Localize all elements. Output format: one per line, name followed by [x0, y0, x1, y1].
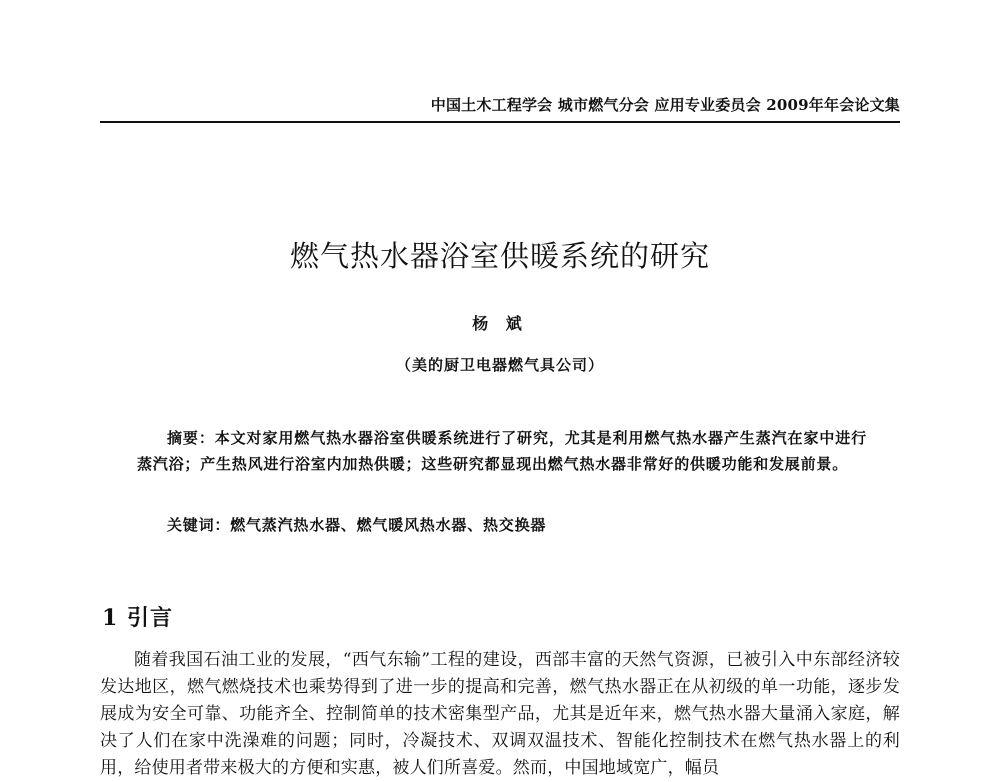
author-affiliation: （美的厨卫电器燃气具公司）	[395, 356, 604, 374]
section-body: 随着我国石油工业的发展，“西气东输”工程的建设，西部丰富的天然气资源，已被引入中东部经济较发达地区，燃气燃烧技术也乘势得到了进一步的提高和完善，燃气热水器正在从初级的单一功能，逐步发展成为安全可靠、功能齐全、控制简单的技术密集型产品，尤其是近年来，燃气热水器大量涌入家庭，解决了人们在家中洗澡难的问题；同时，冷凝技术、双调双温技术、智能化控制技术在燃气热水器上的利用，给使用者带来极大的方便和实惠，被人们所喜爱。然而，中国地域宽广，幅员	[100, 650, 900, 778]
header-rule	[100, 121, 900, 123]
author-name: 杨 斌	[472, 314, 528, 333]
keywords-label: 关键词：	[167, 516, 231, 534]
paper-title: 燃气热水器浴室供暖系统的研究	[289, 239, 710, 274]
abstract-label: 摘要：	[167, 429, 215, 447]
section-title: 1 引言	[102, 605, 173, 632]
proceedings-header: 中国土木工程学会 城市燃气分会 应用专业委员会 2009年年会论文集	[430, 96, 900, 114]
keywords-paragraph	[137, 512, 867, 538]
abstract-paragraph	[137, 425, 867, 477]
keywords-text: 燃气蒸汽热水器、燃气暖风热水器、热交换器	[230, 516, 547, 534]
abstract-text: 本文对家用燃气热水器浴室供暖系统进行了研究，尤其是利用燃气热水器产生蒸汽在家中进行蒸汽浴；产生热风进行浴室内加热供暖；这些研究都显现出燃气热水器非常好的供暖功能和发展前景。	[137, 429, 867, 473]
